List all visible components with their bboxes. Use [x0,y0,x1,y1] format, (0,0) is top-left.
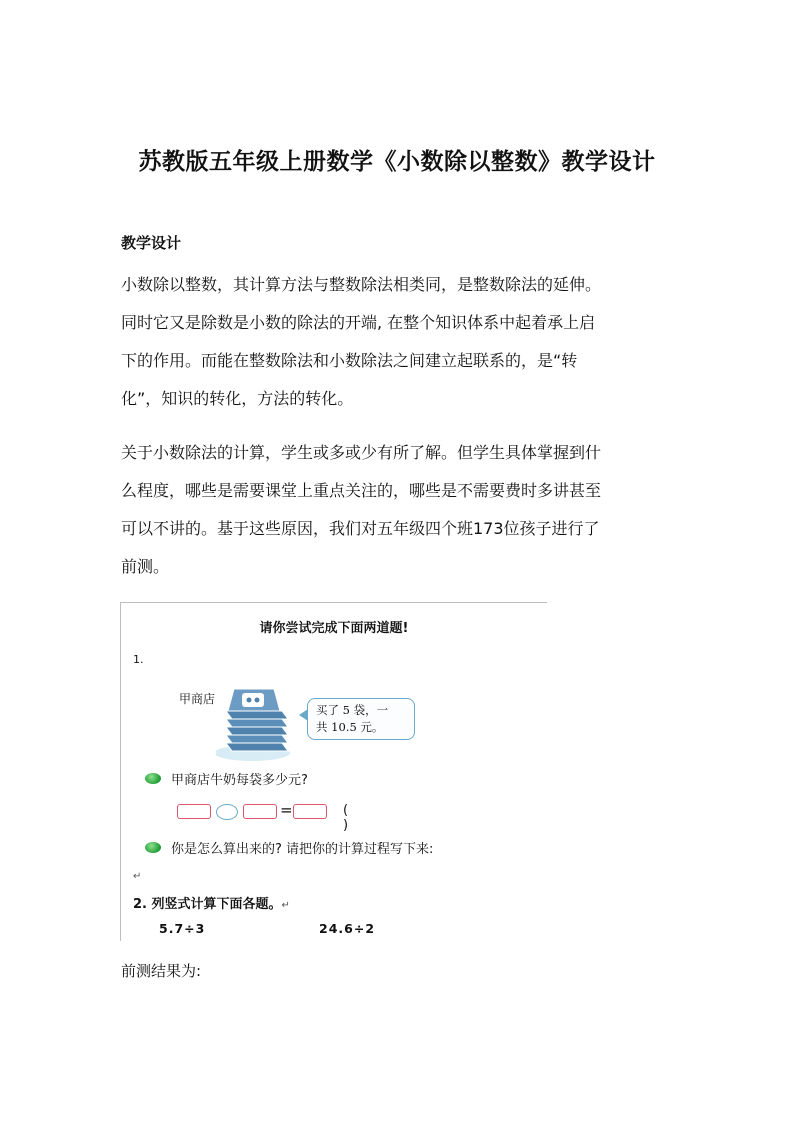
paragraph-line: 可以不讲的。基于这些原因，我们对五年级四个班173位孩子进行了 [121,519,600,538]
paragraph-line: 小数除以整数，其计算方法与整数除法相类同，是整数除法的延伸。 [121,275,602,294]
answer-box [177,804,211,819]
division-expression: 24.6÷2 [319,921,376,936]
return-mark: ↵ [133,871,142,882]
closing-line: 前测结果为: [121,962,202,980]
green-bullet-icon [145,773,161,784]
return-mark: ↵ [281,900,290,911]
section-heading: 教学设计 [121,234,182,252]
paragraph-line: 化”，知识的转化，方法的转化。 [121,389,354,408]
answer-box [243,804,277,819]
speech-line: 共 10.5 元。 [316,720,384,734]
equals-sign: = [280,801,293,819]
speech-line: 买了 5 袋，一 [316,703,389,717]
worksheet-heading: 请你尝试完成下面两道题! [259,621,409,636]
answer-box [293,804,327,819]
division-expression: 5.7÷3 [159,921,206,936]
milk-bags-icon [216,681,302,767]
question-1-number: 1. [133,653,144,666]
pretest-paragraph [121,434,681,586]
green-bullet-icon [145,842,161,853]
speech-bubble [307,698,415,740]
paragraph-line: 同时它又是除数是小数的除法的开端, 在整个知识体系中起着承上启 [121,313,596,332]
question-2 [133,893,290,912]
store-label: 甲商店 [179,692,216,706]
paragraph-line: 关于小数除法的计算，学生或多或少有所了解。但学生具体掌握到什 [121,443,602,462]
paragraph-line: 么程度，哪些是需要课堂上重点关注的，哪些是不需要费时多讲甚至 [121,481,602,500]
question-2-label: 2. 列竖式计算下面各题。 [133,897,282,912]
paragraph-line: 下的作用。而能在整数除法和小数除法之间建立起联系的，是“转 [121,351,578,370]
unit-parentheses: ( ) [343,803,349,833]
pretest-worksheet-image [120,602,547,941]
document-title: 苏教版五年级上册数学《小数除以整数》教学设计 [138,148,656,175]
question-a: 甲商店牛奶每袋多少元? [171,773,308,788]
operator-circle [216,804,238,820]
question-b: 你是怎么算出来的? 请把你的计算过程写下来: [171,842,434,857]
intro-paragraph [121,266,681,418]
paragraph-line: 前测。 [121,557,170,576]
